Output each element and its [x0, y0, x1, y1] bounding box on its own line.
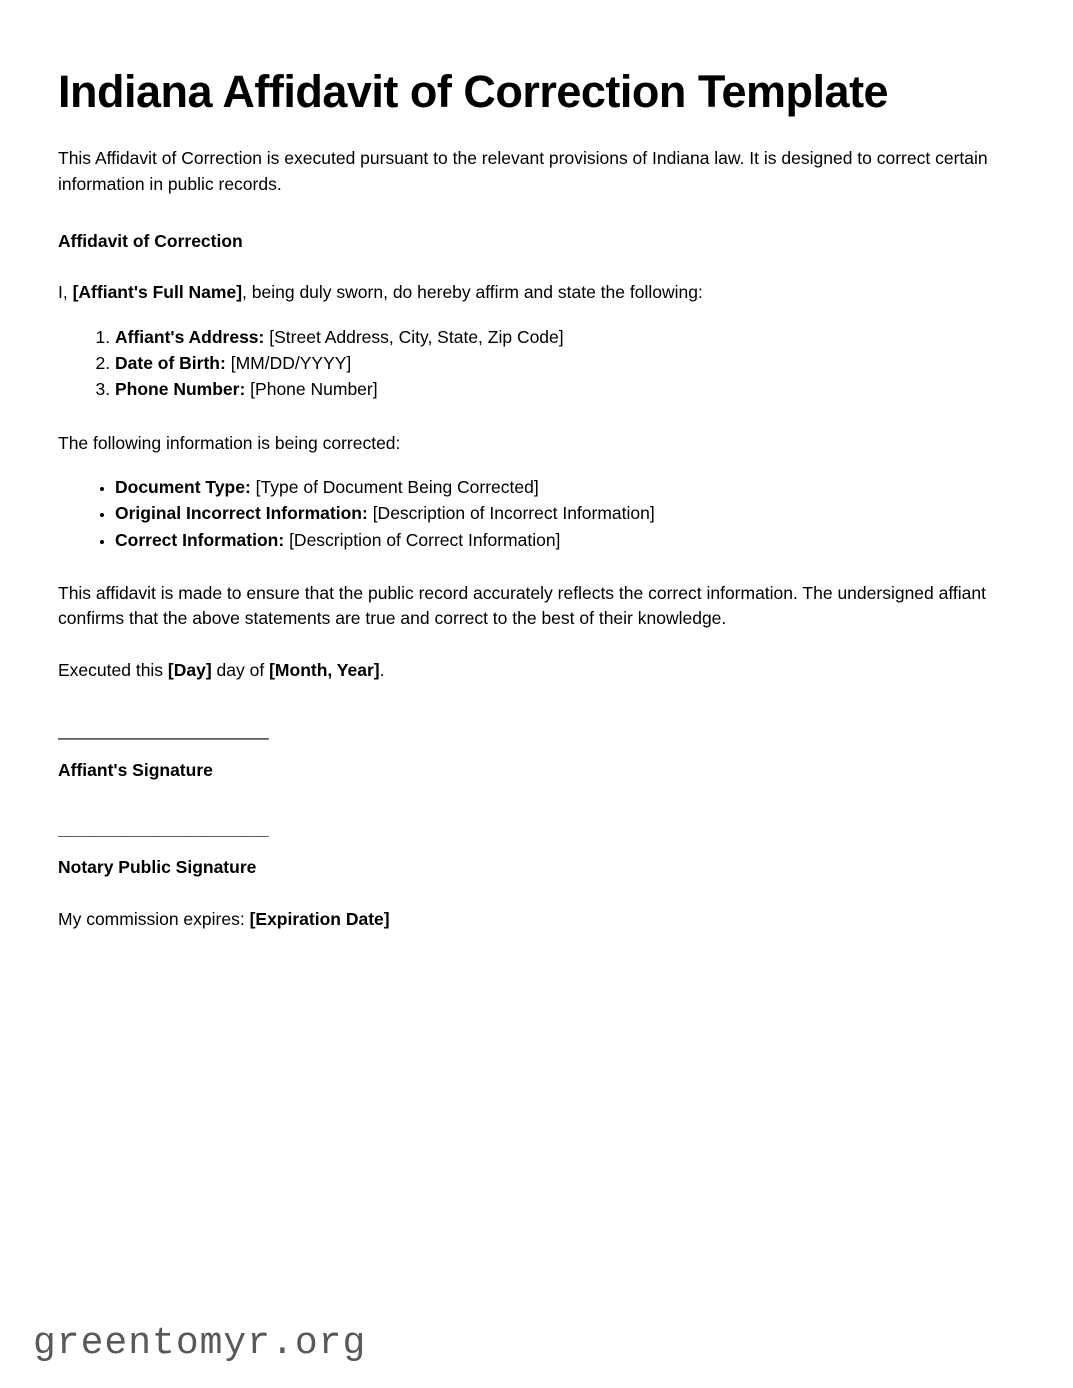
correction-detail-value: [Description of Incorrect Information]: [372, 503, 655, 524]
section-heading-affidavit-of-correction: Affidavit of Correction: [58, 230, 243, 251]
correction-detail-value: [Type of Document Being Corrected]: [255, 477, 539, 498]
list-item: [115, 376, 1008, 402]
correction-detail-value: [Description of Correct Information]: [289, 529, 561, 550]
list-item: [115, 527, 1008, 553]
affiant-detail-label: Date of Birth:: [115, 353, 226, 374]
correction-detail-label: Original Incorrect Information:: [115, 503, 368, 524]
execution-prefix: Executed this: [58, 660, 168, 681]
page-title: Indiana Affidavit of Correction Template: [58, 66, 889, 117]
correction-details-list: [58, 456, 1008, 552]
affirmation-paragraph: [58, 254, 1008, 306]
intro-paragraph: This Affidavit of Correction is executed pursuant to the relevant provisions of Indiana law. It is designed to correct certain information in public records.: [58, 147, 988, 194]
closing-paragraph: This affidavit is made to ensure that the public record accurately reflects the correct information. The undersigned affiant confirms that the above statements are true and correct to the best of their knowledge.: [58, 582, 986, 629]
list-item: [115, 324, 1008, 350]
notary-signature-label: Notary Public Signature: [58, 857, 257, 878]
commission-expiry-paragraph: [58, 881, 1008, 933]
commission-expiration-placeholder: [Expiration Date]: [249, 909, 390, 930]
commission-prefix: My commission expires:: [58, 909, 250, 930]
affiant-full-name-placeholder: [Affiant's Full Name]: [72, 282, 243, 303]
affiant-detail-value: [Street Address, City, State, Zip Code]: [269, 327, 564, 348]
affirmation-suffix: , being duly sworn, do hereby affirm and state the following:: [242, 282, 703, 303]
affiant-details-list: [58, 306, 1008, 402]
affiant-signature-rule: _______________________: [58, 720, 269, 740]
execution-middle: day of: [211, 660, 270, 681]
affiant-detail-value: [MM/DD/YYYY]: [230, 353, 352, 374]
watermark-text: greentomyr.org: [33, 1322, 367, 1365]
execution-month-year-placeholder: [Month, Year]: [269, 660, 380, 681]
affiant-signature-label: Affiant's Signature: [58, 759, 213, 780]
execution-suffix: .: [379, 660, 385, 681]
execution-paragraph: [58, 632, 1008, 684]
affiant-detail-value: [Phone Number]: [250, 379, 378, 400]
list-item: [115, 500, 1008, 526]
notary-signature-rule: _______________________: [58, 817, 269, 838]
affirmation-prefix: I,: [58, 282, 73, 303]
affiant-detail-label: Affiant's Address:: [115, 327, 265, 348]
document-body: [58, 0, 1008, 933]
site-watermark: [33, 1316, 366, 1365]
list-item: [115, 350, 1008, 376]
list-item: [115, 474, 1008, 500]
correction-intro-paragraph: The following information is being corrected:: [58, 432, 401, 453]
affiant-detail-label: Phone Number:: [115, 379, 246, 400]
execution-day-placeholder: [Day]: [167, 660, 212, 681]
correction-detail-label: Document Type:: [115, 477, 251, 498]
correction-detail-label: Correct Information:: [115, 529, 285, 550]
